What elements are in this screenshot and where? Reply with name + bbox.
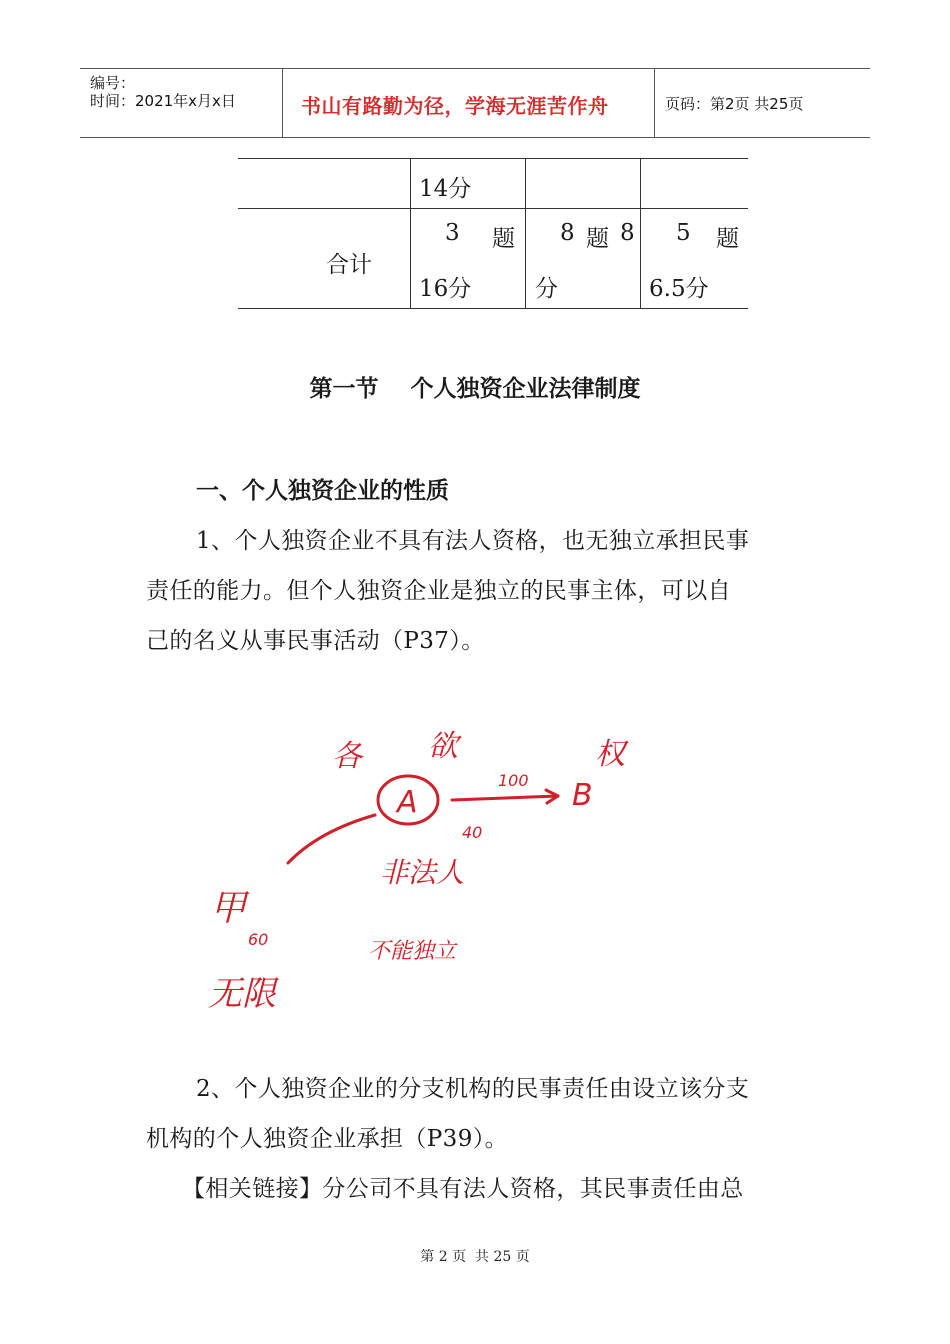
table-cell: 题 [716, 226, 739, 252]
paragraph-line: 机构的个人独资企业承担（P39）。 [146, 1126, 509, 1152]
table-rule [238, 158, 748, 159]
table-cell: 8 [560, 220, 575, 246]
table-cell: 14分 [419, 176, 472, 202]
table-rule [238, 208, 748, 209]
table-col-rule [410, 158, 411, 309]
sketch-note: B [572, 778, 593, 813]
table-col-rule [525, 158, 526, 309]
sketch-note: 40 [462, 823, 483, 842]
table-cell: 6.5分 [649, 276, 709, 302]
handwritten-sketch [190, 700, 660, 1045]
sketch-note: 100 [498, 771, 529, 790]
paragraph-line: 2、个人独资企业的分支机构的民事责任由设立该分支 [196, 1076, 750, 1102]
sketch-note: A [397, 785, 418, 820]
sketch-note: 60 [248, 930, 269, 949]
document-header [80, 68, 870, 138]
serial-label: 编号： [90, 74, 136, 92]
table-cell: 8 [620, 220, 635, 246]
paragraph-line: 1、个人独资企业不具有法人资格，也无独立承担民事 [196, 528, 750, 554]
subsection-heading: 一、个人独资企业的性质 [196, 478, 449, 504]
paragraph-line: 己的名义从事民事活动（P37）。 [146, 628, 485, 654]
section-title: 第一节 个人独资企业法律制度 [309, 376, 641, 402]
sketch-note: 权 [595, 737, 625, 772]
score-table [238, 158, 748, 309]
table-rule [238, 308, 748, 309]
date-label: 时间：2021年x月x日 [90, 92, 236, 110]
table-cell: 题 [492, 226, 515, 252]
paragraph-line: 责任的能力。但个人独资企业是独立的民事主体，可以自 [146, 578, 731, 604]
page-footer: 第 2 页 共 25 页 [420, 1249, 530, 1265]
table-cell: 题 [586, 226, 609, 252]
table-cell: 分 [535, 276, 558, 302]
sketch-note: 非法人 [380, 856, 465, 889]
header-motto-cell [283, 69, 655, 137]
table-col-rule [640, 158, 641, 309]
motto: 书山有路勤为径，学海无涯苦作舟 [301, 94, 609, 118]
sketch-note: 不能独立 [368, 939, 457, 964]
header-meta-cell [80, 69, 283, 137]
sketch-arrow-a-to-b [452, 796, 558, 800]
sketch-note: 各 [332, 739, 362, 774]
page-number-label: 页码：第2页 共25页 [665, 95, 804, 113]
table-cell: 3 [445, 220, 460, 246]
total-label: 合计 [326, 252, 372, 278]
sketch-note: 欲 [428, 729, 458, 764]
sketch-note: 无限 [208, 974, 276, 1014]
table-cell: 5 [676, 220, 691, 246]
paragraph-line: 【相关链接】分公司不具有法人资格，其民事责任由总 [182, 1176, 744, 1202]
table-cell: 16分 [419, 276, 472, 302]
sketch-line-jia-to-a [288, 815, 375, 863]
header-page-cell [655, 69, 870, 137]
sketch-note: 甲 [210, 888, 247, 929]
